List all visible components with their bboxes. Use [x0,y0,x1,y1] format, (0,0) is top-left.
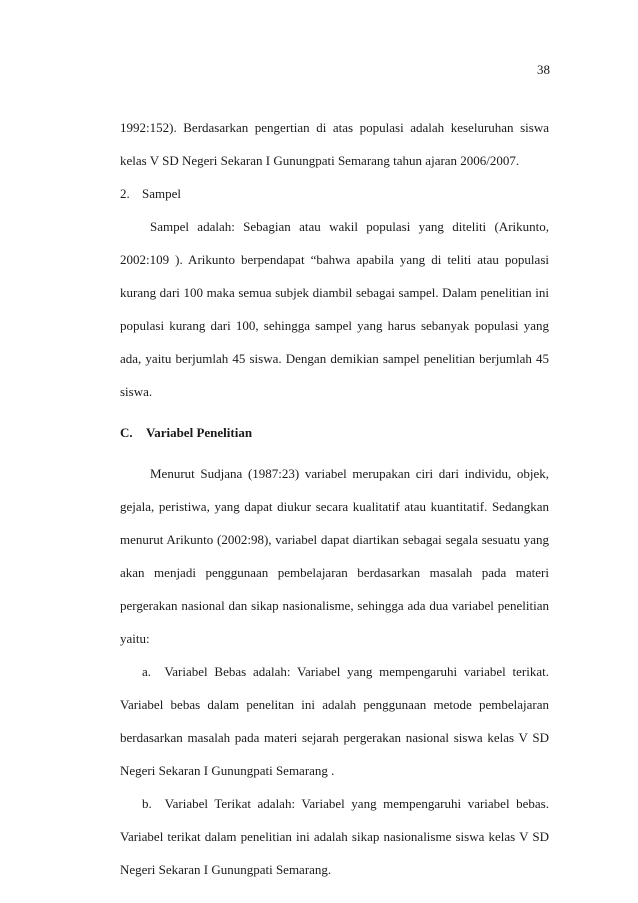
text-line: Negeri Sekaran I Gunungpati Semarang. [120,862,332,877]
body-text [120,120,549,878]
text-line: Variabel terikat dalam penelitian ini adalah sikap nasionalisme siswa kelas V SD [120,829,549,844]
text-line: Menurut Sudjana (1987:23) variabel merupakan ciri dari individu, objek, [150,466,549,481]
subsection-heading-sampel [120,186,549,202]
list-label: b. [142,796,152,811]
subsection-title: Sampel [142,186,181,201]
text-line: gejala, peristiwa, yang dapat diukur secara kualitatif atau kuantitatif. Sedangkan [120,499,549,514]
text-line: menurut Arikunto (2002:98), variabel dapat diartikan sebagai segala sesuatu yang [120,532,549,547]
text-line: pergerakan nasional dan sikap nasionalisme, sehingga ada dua variabel penelitian [120,598,549,613]
text-line: kurang dari 100 maka semua subjek diambil sebagai sampel. Dalam penelitian ini [120,285,549,300]
page-number: 38 [537,62,550,77]
text-line: populasi kurang dari 100, sehingga sampel yang harus sebanyak populasi yang [120,318,549,333]
text-line: berdasarkan masalah pada materi sejarah pergerakan nasional siswa kelas V SD [120,730,549,745]
text-line: yaitu: [120,631,150,646]
text-line: Variabel bebas dalam penelitan ini adalah penggunaan metode pembelajaran [120,697,549,712]
list-item-text: Variabel Bebas adalah: Variabel yang mempengaruhi variabel terikat. [164,664,549,679]
section-heading-variabel [120,425,549,441]
list-item-b [120,796,549,812]
section-title: Variabel Penelitian [146,425,253,440]
list-item-a [120,664,549,680]
text-line: ada, yaitu berjumlah 45 siswa. Dengan demikian sampel penelitian berjumlah 45 [120,351,549,366]
text-line: siswa. [120,384,153,399]
text-line: kelas V SD Negeri Sekaran I Gunungpati Semarang tahun ajaran 2006/2007. [120,153,520,168]
section-label: C. [120,425,133,440]
text-line: 2002:109 ). Arikunto berpendapat “bahwa apabila yang di teliti atau populasi [120,252,549,267]
list-item-text: Variabel Terikat adalah: Variabel yang mempengaruhi variabel bebas. [164,796,549,811]
text-line: Sampel adalah: Sebagian atau wakil populasi yang diteliti (Arikunto, [150,219,549,234]
text-line: Negeri Sekaran I Gunungpati Semarang . [120,763,335,778]
text-line: 1992:152). Berdasarkan pengertian di atas populasi adalah keseluruhan siswa [120,120,549,135]
list-label: a. [142,664,152,679]
text-line: akan menjadi penggunaan pembelajaran berdasarkan masalah pada materi [120,565,549,580]
list-label: 2. [120,186,130,201]
